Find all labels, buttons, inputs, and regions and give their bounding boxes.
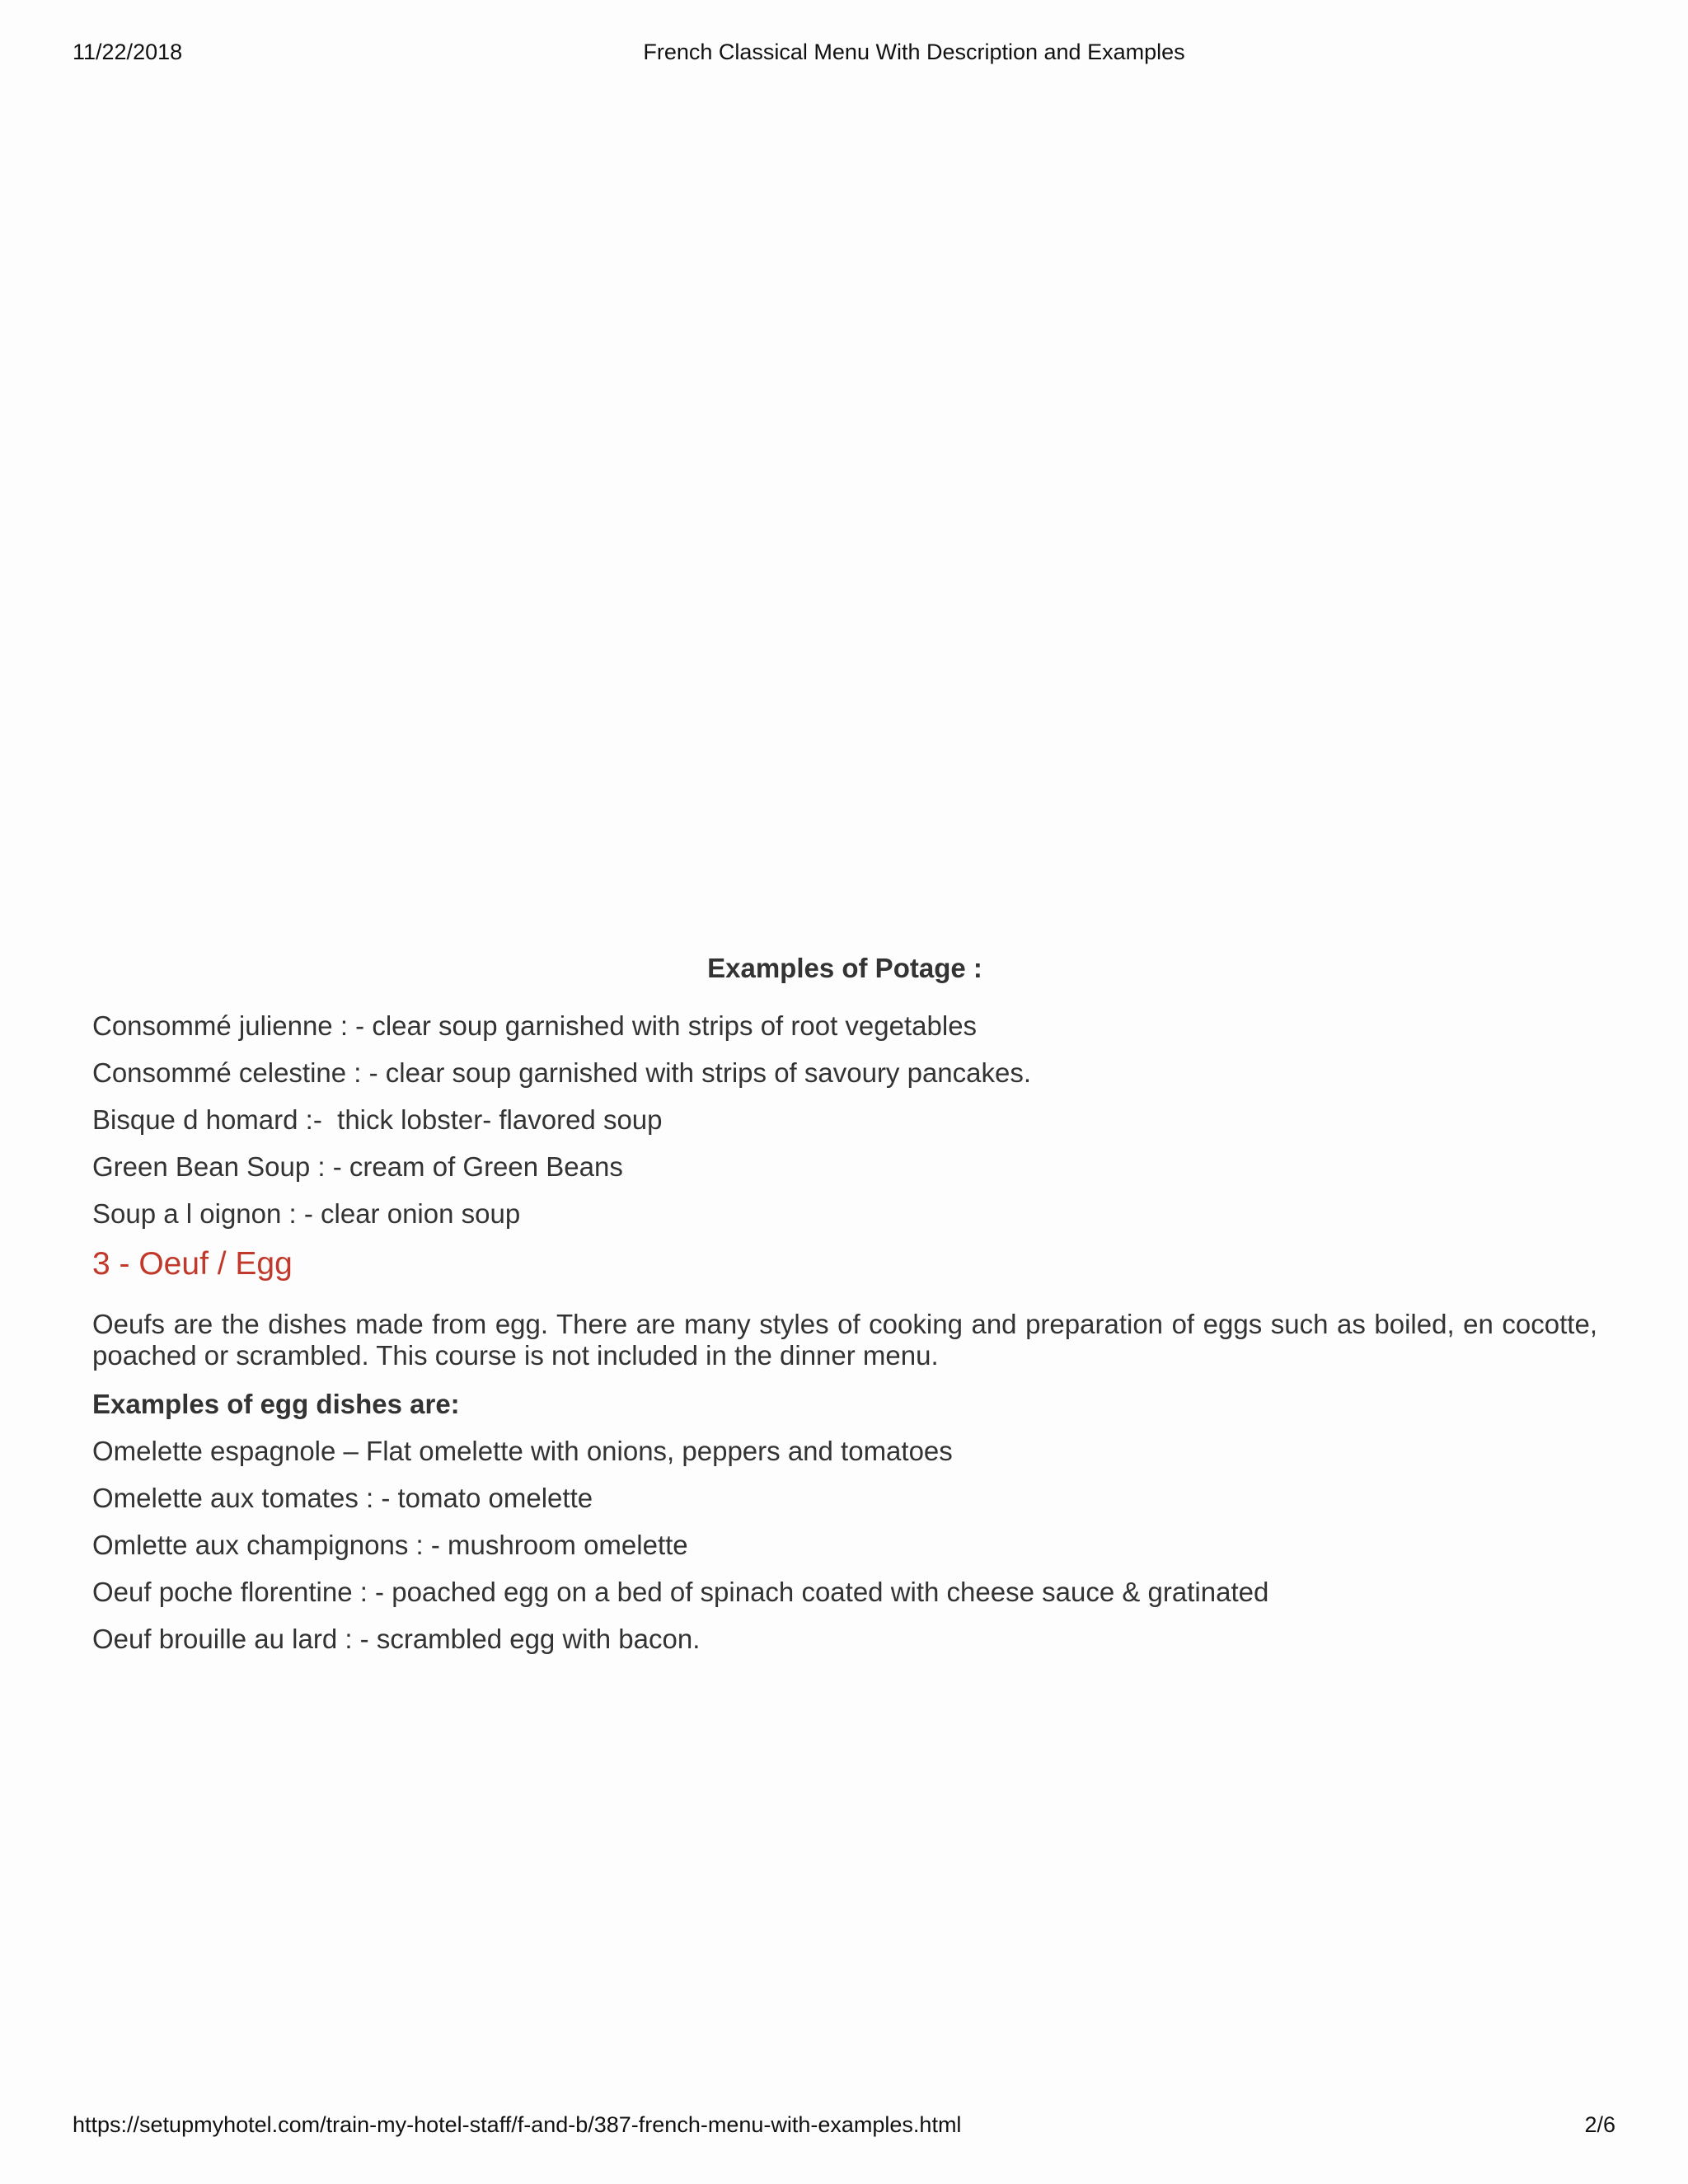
egg-dish-item: Omelette espagnole – Flat omelette with onions, peppers and tomatoes [92, 1436, 953, 1466]
print-header [73, 40, 1615, 69]
potage-item: Soup a l oignon : - clear onion soup [92, 1198, 521, 1229]
egg-dish-item: Omelette aux tomates : - tomato omelette [92, 1483, 593, 1513]
egg-examples-label: Examples of egg dishes are: [92, 1389, 460, 1419]
page-url: https://setupmyhotel.com/train-my-hotel-staff/f-and-b/387-french-menu-with-examples.html [73, 2112, 962, 2137]
potage-item: Green Bean Soup : - cream of Green Beans [92, 1151, 623, 1182]
main-content [92, 952, 1597, 1670]
document-title: French Classical Menu With Description and Examples [643, 40, 1185, 64]
page-number: 2/6 [1584, 2112, 1615, 2137]
egg-dish-item: Oeuf brouille au lard : - scrambled egg with bacon. [92, 1624, 701, 1654]
egg-dish-item: Oeuf poche florentine : - poached egg on a bed of spinach coated with cheese sauce & gratinated [92, 1577, 1269, 1607]
print-date: 11/22/2018 [73, 40, 183, 64]
potage-item: Consommé celestine : - clear soup garnished with strips of savoury pancakes. [92, 1057, 1032, 1088]
potage-examples-heading: Examples of Potage : [707, 953, 982, 983]
egg-section-heading: 3 - Oeuf / Egg [92, 1246, 293, 1282]
potage-item: Consommé julienne : - clear soup garnished with strips of root vegetables [92, 1010, 978, 1041]
potage-item: Bisque d homard :- thick lobster- flavored soup [92, 1104, 663, 1135]
egg-section-paragraph: Oeufs are the dishes made from egg. There are many styles of cooking and preparation of eggs such as boiled, en cocotte, poached or scrambled. This course is not included in the dinner menu. [92, 1309, 1597, 1371]
egg-dish-item: Omlette aux champignons : - mushroom omelette [92, 1530, 688, 1560]
print-footer [73, 2112, 1615, 2142]
